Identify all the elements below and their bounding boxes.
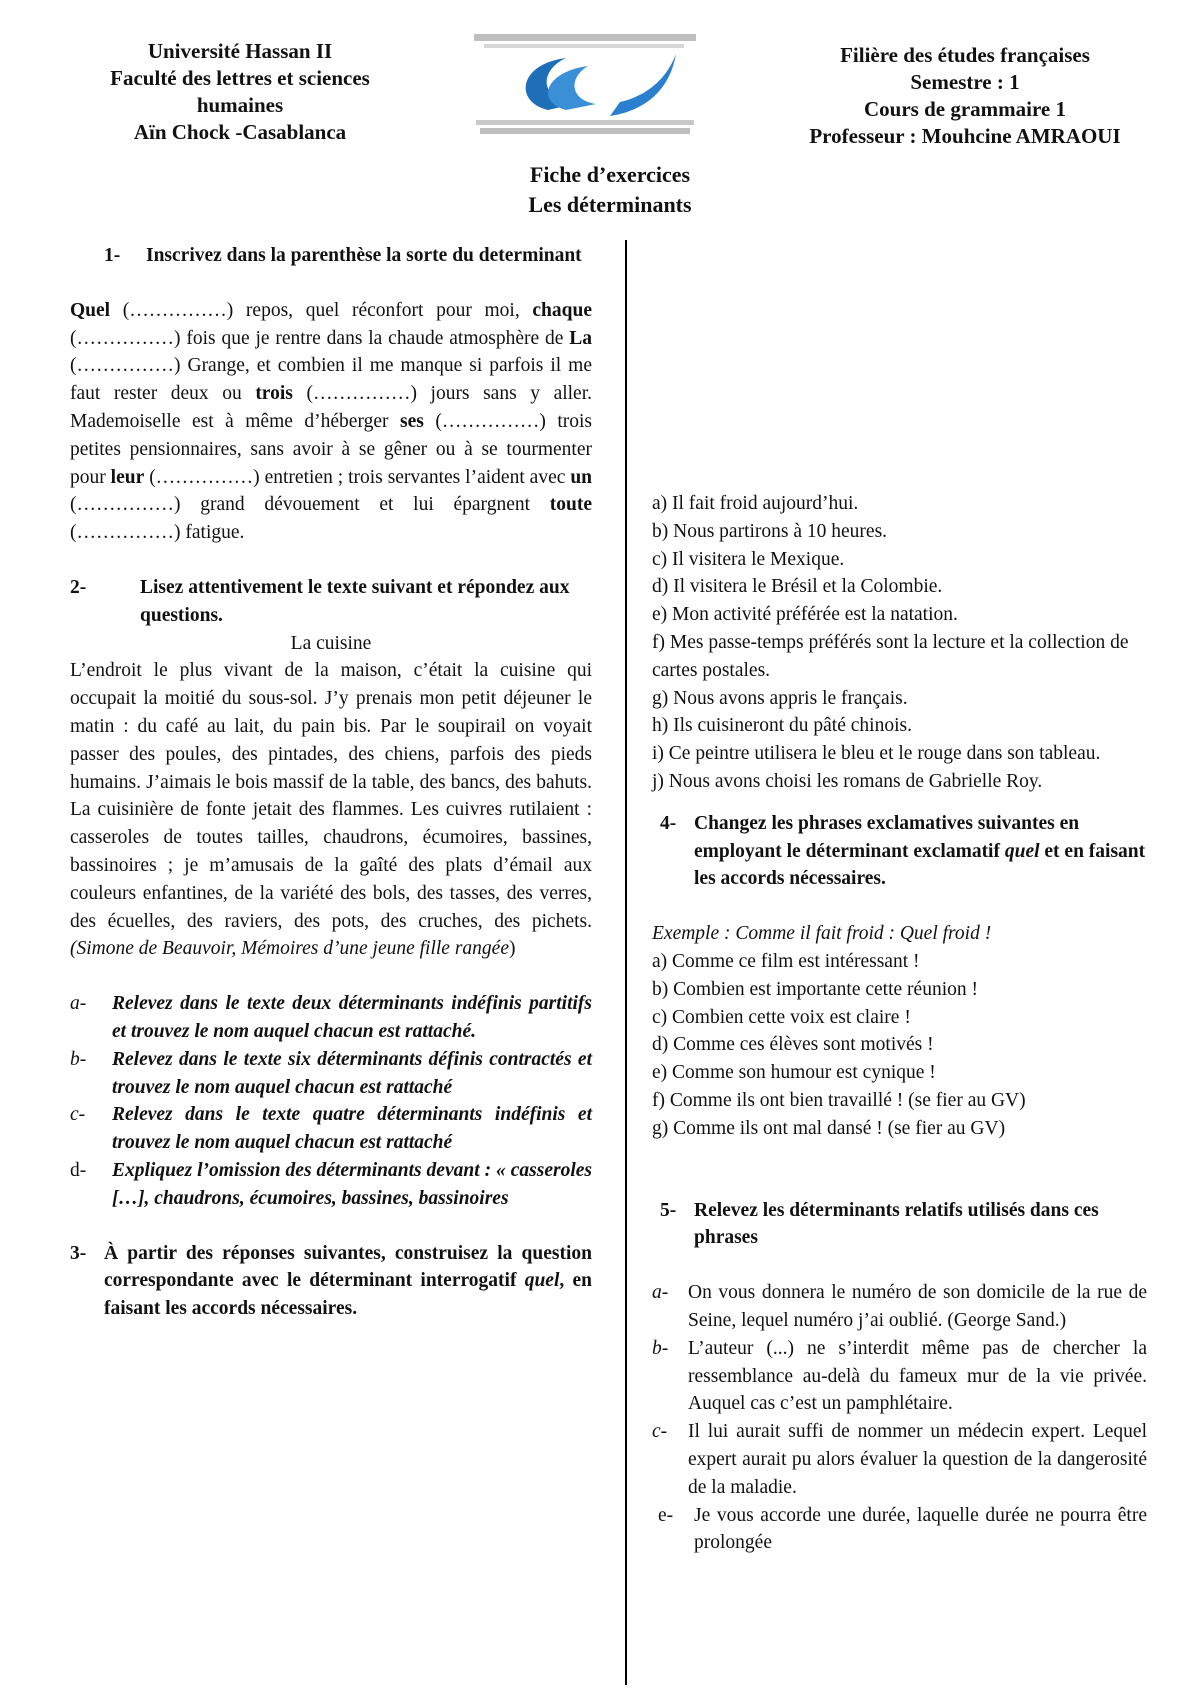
page-title — [400, 160, 820, 220]
exclamation-f: f) Comme ils ont bien travaillé ! (se fier au GV) — [652, 1089, 1026, 1111]
sentence-e: e- Je vous accorde une durée, laquelle durée ne pourra être prolongée — [658, 1504, 1147, 1554]
left-column — [70, 242, 592, 1323]
course-name: Cours de grammaire 1 — [864, 97, 1066, 121]
answer-list — [652, 490, 1147, 796]
exercise-4-example: Exemple : Comme il fait froid : Quel froid ! — [652, 923, 992, 945]
answer-i: i) Ce peintre utilisera le bleu et le rouge dans son tableau. — [652, 743, 1101, 765]
program-name: Filière des études françaises — [840, 43, 1090, 67]
answer-d: d) Il visitera le Brésil et la Colombie. — [652, 576, 943, 598]
answer-j: j) Nous avons choisi les romans de Gabrielle Roy. — [652, 770, 1043, 792]
question-c: c- Relevez dans le texte quatre déterminants indéfinis et trouvez le nom auquel chacun est rattaché — [70, 1104, 592, 1154]
header-right-course — [770, 42, 1160, 150]
title-line2: Les déterminants — [528, 192, 692, 217]
faculty-name-line2: humaines — [196, 93, 284, 117]
answer-c: c) Il visitera le Mexique. — [652, 548, 845, 570]
university-logo-icon — [470, 32, 700, 144]
exercise-5-heading — [652, 1197, 1147, 1253]
reading-text: L’endroit le plus vivant de la maison, c’était la cuisine qui occupait la moitié du sous-sol. J’y prenais mon petit déjeuner le matin : du café au lait, du pain bis. Par le soupirail on voyait passer des poules, des pintades, des chiens, parfois des pieds humains. J’aimais le bois massif de la table, des bancs, des bahuts. La cuisinière de fonte jetait des flammes. Les cuivres rutilaient : casseroles de toutes tailles, chaudrons, écumoires, bassines, bassinoires ; je m’amusais de la gaîté des plats d’émail aux couleurs enfantines, de la variété des bols, des tasses, des verres, des écuelles, des raviers, des pots, des cruches, des pichets. (Simone de Beauvoir, Mémoires d’une jeune fille rangée) — [70, 660, 592, 960]
exercise-number: 1- — [104, 245, 121, 266]
exclamation-d: d) Comme ces élèves sont motivés ! — [652, 1034, 934, 1056]
text-source: (Simone de Beauvoir, Mémoires d’une jeune fille rangée — [70, 938, 509, 960]
exclamation-g: g) Comme ils ont mal dansé ! (se fier au GV) — [652, 1117, 1006, 1139]
exclamation-list — [652, 948, 1147, 1143]
exclamation-b: b) Combien est importante cette réunion ! — [652, 978, 978, 1000]
text-title: La cuisine — [290, 632, 372, 654]
answer-h: h) Ils cuisineront du pâté chinois. — [652, 715, 912, 737]
question-d: d- Expliquez l’omission des déterminants devant : « casseroles […], chaudrons, écumoires, bassines, bassinoires — [70, 1159, 592, 1209]
answer-g: g) Nous avons appris le français. — [652, 687, 908, 709]
exercise-4-heading: 4- Changez les phrases exclamatives suivantes en employant le déterminant exclamatif quel et en faisant les accords nécessaires. — [660, 812, 1146, 890]
title-line1: Fiche d’exercices — [529, 162, 691, 187]
exclamation-e: e) Comme son humour est cynique ! — [652, 1062, 936, 1084]
exercise-title: Lisez attentivement le texte suivant et répondez aux questions. — [140, 576, 570, 626]
faculty-name-line1: Faculté des lettres et sciences — [110, 66, 370, 90]
exercise-number: 5- — [660, 1199, 677, 1221]
question-a: a- Relevez dans le texte deux déterminants indéfinis partitifs et trouvez le nom auquel chacun est rattaché. — [70, 993, 592, 1042]
exercise-3-heading: 3- À partir des réponses suivantes, construisez la question correspondante avec le déterminant interrogatif quel, en faisant les accords nécessaires. — [70, 1242, 592, 1320]
sentence-c: c- Il lui aurait suffi de nommer un médecin expert. Lequel expert aurait pu alors évaluer la question de la dangerosité de la maladie. — [652, 1421, 1147, 1498]
answer-f: f) Mes passe-temps préférés sont la lecture et la collection de cartes postales. — [652, 631, 1129, 681]
exercise-1-heading — [70, 242, 592, 270]
column-divider — [625, 240, 627, 1685]
university-name: Université Hassan II — [147, 39, 333, 63]
question-b: b- Relevez dans le texte six déterminants définis contractés et trouvez le nom auquel chacun est rattaché — [70, 1048, 592, 1098]
exclamation-a: a) Comme ce film est intéressant ! — [652, 950, 920, 972]
header-left-institution — [60, 38, 420, 146]
right-column — [652, 242, 1147, 1557]
answer-b: b) Nous partirons à 10 heures. — [652, 520, 888, 542]
answer-e: e) Mon activité préférée est la natation. — [652, 604, 958, 626]
semester: Semestre : 1 — [910, 70, 1020, 94]
exercise-1-text: Quel (……………) repos, quel réconfort pour moi, chaque (……………) fois que je rentre dans la chaude atmosphère de La (……………) Grange, et combien il me manque si parfois il me faut rester deux ou trois (……………) jours sans y aller. Mademoiselle est à même d’héberger ses (……………) trois petites pensionnaires, sans avoir à se gêner ou à se tourmenter pour leur (……………) entretien ; trois servantes l’aident avec un (……………) grand dévouement et lui épargnent toute (……………) fatigue. — [70, 299, 593, 544]
answer-a: a) Il fait froid aujourd’hui. — [652, 493, 859, 514]
sentence-a: a- On vous donnera le numéro de son domicile de la rue de Seine, lequel numéro j’ai oublié. (George Sand.) — [652, 1282, 1147, 1331]
exercise-title: Inscrivez dans la parenthèse la sorte du determinant — [146, 245, 582, 266]
professor-name: Professeur : Mouhcine AMRAOUI — [809, 124, 1121, 148]
exercise-title: Relevez les déterminants relatifs utilisés dans ces phrases — [694, 1199, 1099, 1249]
campus-name: Aïn Chock -Casablanca — [133, 120, 347, 144]
exercise-number: 2- — [70, 576, 87, 598]
sentence-b: b- L’auteur (...) ne s’interdit même pas de chercher la ressemblance au-delà du fameux mur de la vie privée. Auquel cas c’est un pamphlétaire. — [652, 1337, 1147, 1415]
exercise-2-heading — [70, 574, 592, 630]
exclamation-c: c) Combien cette voix est claire ! — [652, 1006, 911, 1028]
